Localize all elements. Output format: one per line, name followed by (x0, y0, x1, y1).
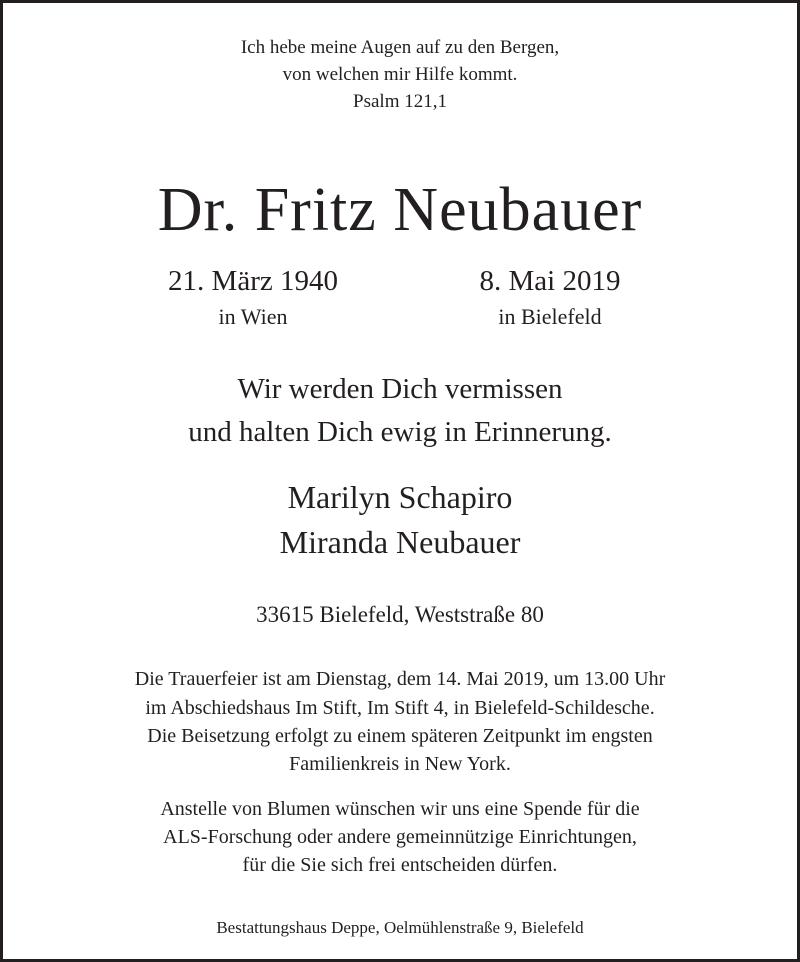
donation-info-line: für die Sie sich frei entscheiden dürfen. (242, 854, 558, 876)
birth-place: in Wien (218, 304, 288, 329)
death-date: 8. Mai 2019 (479, 265, 621, 297)
death-place: in Bielefeld (498, 304, 602, 329)
funeral-info-line: Familienkreis in New York. (289, 753, 511, 775)
psalm-line-1: Ich hebe meine Augen auf zu den Bergen, (240, 37, 560, 58)
message-line-1: Wir werden Dich vermissen (237, 373, 563, 405)
funeral-home: Bestattungshaus Deppe, Oelmühlenstraße 9, Bielefeld (216, 918, 584, 937)
psalm-line-2: von welchen mir Hilfe kommt. (282, 64, 518, 85)
mourner-name: Miranda Neubauer (279, 524, 521, 560)
funeral-info-line: Die Beisetzung erfolgt zu einem späteren Zeitpunkt im engsten (147, 725, 653, 747)
funeral-info-line: Die Trauerfeier ist am Dienstag, dem 14. Mai 2019, um 13.00 Uhr (134, 668, 666, 690)
birth-date: 21. März 1940 (168, 265, 338, 297)
mourner-address: 33615 Bielefeld, Weststraße 80 (256, 602, 544, 627)
donation-info-line: ALS-Forschung oder andere gemeinnützige Einrichtungen, (163, 826, 637, 848)
psalm-reference: Psalm 121,1 (353, 91, 447, 112)
message-line-2: und halten Dich ewig in Erinnerung. (188, 416, 612, 448)
deceased-name: Dr. Fritz Neubauer (157, 176, 643, 244)
mourner-name: Marilyn Schapiro (287, 479, 513, 515)
donation-info-line: Anstelle von Blumen wünschen wir uns eine Spende für die (160, 798, 640, 820)
funeral-info-line: im Abschiedshaus Im Stift, Im Stift 4, in Bielefeld-Schildesche. (145, 697, 655, 719)
